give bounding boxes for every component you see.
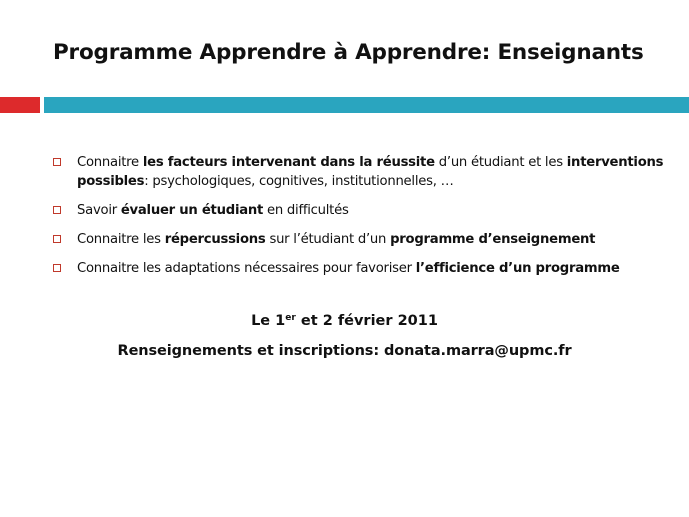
bullet-item — [53, 201, 673, 220]
bullet-text — [77, 155, 663, 189]
bullet-text-bold: répercussions — [164, 232, 266, 247]
page-title: Programme Apprendre à Apprendre: Enseignants — [53, 40, 644, 65]
bullet-text-bold: l’efficience d’un programme — [415, 261, 620, 276]
bullet-list — [53, 153, 673, 288]
red-accent-bar — [0, 97, 40, 113]
bullet-text-bold: les facteurs intervenant dans la réussite — [142, 155, 435, 170]
bullet-item — [53, 259, 673, 278]
bullet-text-bold: interventions possibles — [77, 155, 664, 189]
event-date-prefix: Le 1 — [251, 313, 286, 329]
event-date-superscript: er — [285, 313, 296, 323]
square-bullet-icon — [53, 264, 61, 272]
bullet-text — [77, 203, 349, 218]
bullet-text-segment: Connaitre les adaptations nécessaires pour favoriser — [77, 261, 416, 276]
bullet-text-segment: en difficultés — [263, 203, 349, 218]
bullet-text — [77, 261, 620, 276]
bullet-text-segment: sur l’étudiant d’un — [265, 232, 391, 247]
bullet-item — [53, 153, 673, 191]
bullet-text-segment: Connaitre les — [77, 232, 165, 247]
square-bullet-icon — [53, 158, 61, 166]
teal-accent-bar — [44, 97, 689, 113]
bullet-text-segment: Connaitre — [77, 155, 143, 170]
bullet-text-bold: programme d’enseignement — [390, 232, 596, 247]
bullet-text-segment: : psychologiques, cognitives, institutionnelles, … — [144, 174, 454, 189]
event-date — [0, 313, 689, 329]
bullet-text — [77, 232, 595, 247]
square-bullet-icon — [53, 206, 61, 214]
event-date-suffix: et 2 février 2011 — [295, 313, 438, 329]
bullet-item — [53, 230, 673, 249]
bullet-text-segment: d’un étudiant et les — [434, 155, 567, 170]
bullet-text-segment: Savoir — [77, 203, 121, 218]
bullet-text-bold: évaluer un étudiant — [120, 203, 264, 218]
square-bullet-icon — [53, 235, 61, 243]
contact-info: Renseignements et inscriptions: donata.marra@upmc.fr — [117, 343, 572, 359]
